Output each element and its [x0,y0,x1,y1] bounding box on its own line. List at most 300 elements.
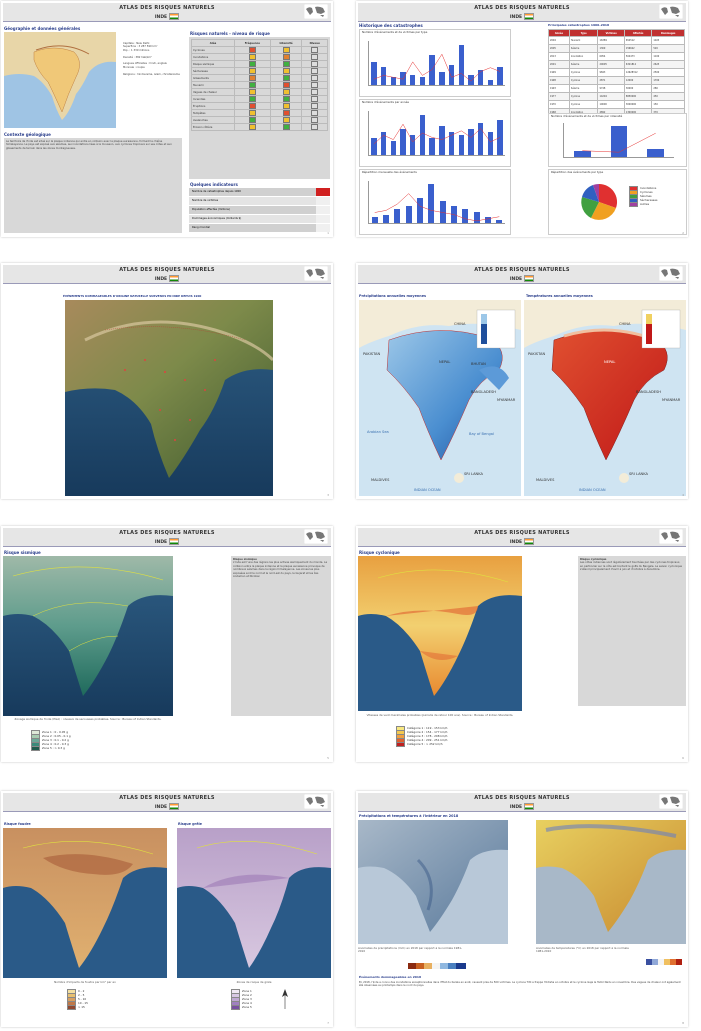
legend-label: Catégorie 4 : 209 - 251 km/h [407,738,448,742]
country-name: INDE [154,805,168,810]
north-arrow-icon [281,989,289,1009]
table-cell: Séisme [569,85,598,93]
rainfall-map [359,300,521,496]
hazard-level-swatch [249,124,256,130]
lightning-map [3,828,167,978]
hail-legend [231,989,252,1009]
label-maldives: MALDIVES [536,478,555,482]
temp-anomaly-caption: Anomalies de températures (°C) en 2018 par rapport à la normale 1981-2010 [536,947,629,954]
legend-entry [231,1005,252,1009]
table-cell: 280 [652,85,685,93]
hazard-level-swatch [283,61,290,67]
chart-events-by-type [359,29,511,97]
hazard-name: Glissements [192,75,235,82]
table-cell: 2500 [652,69,685,77]
table-cell: 2005 [549,45,570,53]
table-cell: Cyclone [569,93,598,101]
chart-events-by-year [359,99,511,167]
table-row [549,45,685,53]
indicator-value-cell [316,188,330,196]
hazard-level-swatch [311,47,318,53]
indicator-value-cell [316,197,330,205]
country-name: INDE [509,277,523,282]
anomalies-title: Précipitations et températures à l'intérieur en 2018 [359,814,459,818]
events-satellite-map [65,300,273,496]
table-cell: 6321812 [624,61,652,69]
header-country [358,803,686,810]
disaster-col-header: Dommages [652,30,685,37]
legend-label: Autres [640,202,650,206]
seismic-text-body: L'Inde est l'une des régions les plus actives sismiquement du monde. La collision entre la plaque indienne et la plaque eurasienne provoque de nombreux séismes dans la région himalayenne. Les zones les plus exposées sont le nord et le nord-est du pays, le Gujarat et les îles Andaman et Nicobar. [233,561,328,579]
hazard-row [192,54,328,61]
table-cell: 9748 [598,85,624,93]
table-cell: 1977 [549,93,570,101]
indicator-label: Population affectée (millions) [192,208,230,211]
hazard-cell [270,117,302,124]
hazard-row [192,68,328,75]
chart-bars [368,111,505,156]
table-cell: 1999 [549,69,570,77]
legend-label: Séismes [640,194,652,198]
legend-label: Zone 4 : 0.2 - 0.3 g [42,742,69,746]
hazard-level-swatch [249,68,256,74]
hazard-level-swatch [283,54,290,60]
header-country [358,13,686,20]
header-title: ATLAS DES RISQUES NATURELS [474,5,570,11]
india-flag-icon [169,538,179,545]
table-cell: 30000 [624,85,652,93]
hazard-cell [302,54,328,61]
legend-swatch [629,202,638,207]
country-name: INDE [509,805,523,810]
fact-currency: Monnaie : roupie [123,65,145,69]
hazard-name: Tsunami [192,82,235,89]
legend-swatch [67,1005,76,1010]
hazard-level-swatch [283,110,290,116]
legend-label: 0 - 2 [78,989,85,993]
country-name: INDE [509,15,523,20]
legend-label: Zone 3 [242,997,252,1001]
hazard-level-swatch [283,103,290,109]
legend-label: Catégorie 2 : 154 - 177 km/h [407,730,448,734]
chart-title: Nombre d'événements et de victimes par type [362,30,428,34]
temp-anomaly-scale [646,959,682,965]
indicator-row [189,206,330,214]
hazard-level-swatch [283,96,290,102]
hazard-cell [235,96,271,103]
hazard-row [192,117,328,124]
chart-line [369,41,505,85]
table-cell: 520 [652,45,685,53]
cyclone-map [358,556,522,711]
label-bangladesh: BANGLADESH [471,390,496,394]
page-7 [1,791,333,1027]
seismic-text [233,558,329,714]
header-country [358,538,686,545]
events-2018-title: Événements dommageables en 2018 [359,975,422,979]
legend-label: Zone 2 [242,993,252,997]
indicator-value-cell [316,206,330,214]
label-maldives: MALDIVES [371,478,390,482]
hazard-cell [235,103,271,110]
header-title: ATLAS DES RISQUES NATURELS [119,5,215,11]
section-history: Historique des catastrophes [359,23,423,28]
table-cell: 1998 [549,77,570,85]
rainfall-title: Précipitations annuelles moyennes [359,294,427,298]
temperature-map [524,300,686,496]
seismic-caption: Zonage sismique de l'Inde (PGA) : niveaux de secousses probables. Source : Bureau of Indian Standards. [14,718,162,721]
table-cell: 1700 [652,77,685,85]
hazard-cell [270,54,302,61]
hazard-level-swatch [283,68,290,74]
header-country [3,538,331,545]
table-cell: Tsunami [569,37,598,45]
page-header [358,793,686,812]
label-china: CHINA [454,322,466,326]
hazard-level-swatch [311,82,318,88]
indicator-row [189,215,330,223]
legend-label: Catégorie 5 : > 252 km/h [407,742,443,746]
label-china: CHINA [619,322,631,326]
header-title: ATLAS DES RISQUES NATURELS [474,267,570,273]
temp-anomaly-map [536,820,686,944]
hazard-cell [270,61,302,68]
legend-label: Cyclones [640,190,653,194]
table-row [549,37,685,45]
hazard-cell [235,110,271,117]
india-flag-icon [169,13,179,20]
hazard-cell [235,75,271,82]
hazard-cell [270,47,302,54]
section-geography: Géographie et données générales [4,26,81,31]
hazard-cell [235,61,271,68]
hazard-level-swatch [283,75,290,81]
hazard-name: Cyclones [192,47,235,54]
page-header [358,528,686,547]
seismic-text-heading: Risque sismique [233,558,257,561]
label-bangladesh: BANGLADESH [636,390,661,394]
hazard-cell [235,82,271,89]
header-title: ATLAS DES RISQUES NATURELS [474,795,570,801]
seismic-legend [31,730,71,750]
page-5 [1,526,333,762]
table-row [549,53,685,61]
hazard-row [192,89,328,96]
legend-label: 5 - 10 [78,997,87,1001]
table-cell: 2013 [549,53,570,61]
legend-label: Zone 1 [242,989,252,993]
table-cell: Cyclone [569,101,598,109]
hazard-cell [235,124,271,131]
label-pakistan: PAKISTAN [528,352,546,356]
fact-religions: Religions : hindouisme, islam, christianisme [123,72,180,76]
hazard-name: Tempêtes [192,110,235,117]
legend-label: Zone 1 : 0 - 0.05 g [42,730,68,734]
cyclone-title: Risque cyclonique [359,550,400,555]
hazard-level-swatch [283,117,290,123]
hazard-row [192,96,328,103]
indicator-row [189,197,330,205]
hazard-cell [270,82,302,89]
country-name: INDE [154,15,168,20]
page-2 [356,1,688,237]
hazard-level-swatch [249,54,256,60]
legend-entry [629,202,657,206]
page-title: ÉVÉNEMENTS DOMMAGEABLES D'ORIGINE NATURELLE SURVENUS EN INDE DEPUIS 1900 [63,294,202,298]
hazard-cell [302,96,328,103]
lightning-title: Risque foudre [4,822,31,826]
hazard-cell [302,68,328,75]
hazard-cell [270,110,302,117]
fact-population: Pop. : 1 339 millions [123,48,150,52]
hazard-row [192,61,328,68]
legend-label: Zone 2 : 0.05 - 0.1 g [42,734,71,738]
legend-label: Catégorie 1 : 119 - 153 km/h [407,726,448,730]
chart-title: Répartition des événements par type [551,170,604,174]
section-major-disasters: Principales catastrophes 1900–2018 [548,23,610,27]
temperature-title: Températures annuelles moyennes [526,294,593,298]
fact-area: Superficie : 3 287 590 km² [123,45,158,49]
table-cell: 654512 [624,37,652,45]
lightning-caption: Nombre d'impacts de foudre par km² par an [54,981,116,984]
header-title: ATLAS DES RISQUES NATURELS [119,267,215,273]
table-cell: 150 [652,101,685,109]
rain-anomaly-scale [408,963,466,969]
hazard-level-swatch [249,47,256,53]
hazard-level-swatch [311,103,318,109]
hazard-row [192,75,328,82]
events-2018-text: En 2018, l'Inde a connu des inondations exceptionnelles dans l'État du Kerala en août, causant près de 500 victimes. Le cyclone Titli a frappé l'Odisha en octobre et le cyclone Gaja le Tamil Nadu en novembre. Des vagues de chaleur ont également été observées au printemps dans le nord du pays. [359,981,681,988]
hazard-cell [235,117,271,124]
page-number: 6 [682,756,684,760]
page-header [3,3,331,22]
india-flag-icon [524,803,534,810]
hazard-col-frequency: Fréquence [235,40,271,47]
indicator-row [189,188,330,196]
hazard-level-swatch [249,75,256,81]
hazard-col-type: Aléa [192,40,235,47]
world-map-icon [304,529,328,544]
legend-swatch [231,1005,240,1010]
table-cell: 8850000 [624,93,652,101]
legend-label: Zone 3 : 0.1 - 0.2 g [42,738,69,742]
cyclone-caption: Vitesses de vent maximales probables (période de retour 100 ans). Source : Bureau of Indian Standards. [366,714,514,717]
hazard-level-swatch [283,82,290,88]
table-cell: 9843 [598,69,624,77]
hazard-cell [270,103,302,110]
legend-label: Zone 4 [242,1001,252,1005]
chart-line [564,123,674,157]
legend-entry [396,742,447,746]
hazard-name: Incendies [192,96,235,103]
hazard-name: Avalanches [192,117,235,124]
header-title: ATLAS DES RISQUES NATURELS [119,795,215,801]
table-cell: 3000000 [624,101,652,109]
table-cell: 1100 [652,53,685,61]
table-cell: 1309 [598,45,624,53]
country-name: INDE [509,540,523,545]
page-header [358,265,686,284]
lightning-legend [67,989,88,1009]
country-name: INDE [154,277,168,282]
chart-line [369,111,505,155]
legend-label: 2 - 5 [78,993,85,997]
chart-bars [368,41,505,86]
chart-bars [563,123,674,158]
facts-list [123,42,183,76]
hazard-cell [302,124,328,131]
table-cell: 450 [652,93,685,101]
label-myanmar: MYANMAR [497,398,516,402]
pie-chart [579,182,619,222]
chart-events-by-month [359,169,511,235]
hazard-cell [270,68,302,75]
cyclone-text-body: Les côtes indiennes sont régulièrement touchées par des cyclones tropicaux, en particulier sur la côte est bordant le golfe du Bengale. La saison cyclonique s'étend principalement d'avril à juin et d'octobre à décembre. [580,561,682,572]
hazard-cell [235,47,271,54]
legend-swatch [31,746,40,751]
page-6 [356,526,688,762]
table-cell: Cyclone [569,77,598,85]
page-header [3,528,331,547]
section-indicators: Quelques indicateurs [190,182,238,187]
hazard-row [192,110,328,117]
hazard-cell [302,103,328,110]
table-cell: 2871 [598,77,624,85]
hazard-level-swatch [311,75,318,81]
legend-entry [67,1005,88,1009]
hazard-name: Vagues de chaleur [192,89,235,96]
hazard-level-swatch [249,61,256,67]
hazard-level-swatch [249,96,256,102]
chart-pie-by-type [548,169,687,235]
world-map-icon [304,794,328,809]
hazard-level-swatch [311,110,318,116]
page-header [3,793,331,812]
world-map-icon [659,4,683,19]
hazard-col-intensity: Intensité [270,40,302,47]
legend-entry [31,746,71,750]
india-flag-icon [524,13,534,20]
pie-legend [629,186,657,206]
label-indian-ocean: INDIAN OCEAN [579,488,606,492]
major-disasters-table [548,29,685,117]
table-cell: 20005 [598,61,624,69]
header-country [3,275,331,282]
page-number: 1 [327,231,329,235]
fact-capital: Capitale : New Delhi [123,42,150,45]
header-title: ATLAS DES RISQUES NATURELS [474,530,570,536]
chart-events-by-intensity [548,113,687,167]
world-map-icon [304,4,328,19]
indicator-label: Rang mondial [192,226,210,229]
hazard-level-swatch [311,124,318,130]
label-indian-ocean: INDIAN OCEAN [414,488,441,492]
label-bay-of-bengal: Bay of Bengal [469,432,494,436]
hazard-cell [302,89,328,96]
country-name: INDE [154,540,168,545]
rain-anomaly-caption: Anomalies de précipitations (mm) en 2018 par rapport à la normale 1981-2010 [358,947,463,954]
cyclone-text [580,558,684,704]
legend-label: Zone 5 [242,1005,252,1009]
label-sri-lanka: SRI LANKA [629,472,648,476]
page-number: 4 [682,493,684,497]
table-cell: 12628312 [624,69,652,77]
hazard-row [192,103,328,110]
table-row [549,85,685,93]
fact-languages: Langues officielles : hindi, anglais [123,62,167,66]
world-map-icon [304,266,328,281]
hazard-name: Érosion côtière [192,124,235,131]
hazard-cell [270,75,302,82]
india-flag-icon [169,275,179,282]
table-row [549,77,685,85]
hazard-name: Éruptions [192,103,235,110]
table-cell: 12000 [624,77,652,85]
table-cell: Inondation [569,53,598,61]
page-1 [1,1,333,237]
table-cell: 504473 [624,53,652,61]
chart-title: Répartition mensuelle des événements [362,170,417,174]
indicator-row [189,224,330,232]
legend-label: Inondations [640,186,657,190]
hail-map [177,828,331,978]
table-cell: 1993 [549,85,570,93]
hazard-level-swatch [311,61,318,67]
hail-title: Risque grêle [178,822,202,826]
hazard-name: Risque sismique [192,61,235,68]
label-sri-lanka: SRI LANKA [464,472,483,476]
page-header [358,3,686,22]
world-map-icon [659,794,683,809]
hazard-cell [302,110,328,117]
table-cell: 6054 [598,53,624,61]
label-nepal: NEPAL [439,360,451,364]
hazard-level-swatch [249,82,256,88]
page-4 [356,263,688,499]
label-arabian-sea: Arabian Sea [367,430,389,434]
india-flag-icon [169,803,179,810]
hazard-cell [302,61,328,68]
hazard-level-swatch [249,117,256,123]
hazard-row [192,124,328,131]
hazard-cell [302,75,328,82]
label-myanmar: MYANMAR [662,398,681,402]
label-bhutan: BHUTAN [471,362,486,366]
hazard-col-level: Niveau [302,40,328,47]
world-map-icon [659,529,683,544]
hazard-cell [302,47,328,54]
page-number: 5 [327,756,329,760]
legend-label: Catégorie 3 : 178 - 208 km/h [407,734,448,738]
disaster-col-header: Victimes [598,30,624,37]
hazard-level-swatch [249,110,256,116]
hazard-level-swatch [283,89,290,95]
context-text: Le territoire de l'Inde est situé sur la plaque indienne qui entre en collision avec la plaque eurasienne, formant la chaîne himalayenne. Le pays est exposé aux séismes, aux inondations liées à la mousson, aux cyclones tropicaux sur ses côtes et aux glissements de terrain dans les zones montagneuses. [4,138,182,233]
legend-label: Sécheresses [640,198,658,202]
indicator-label: Nombre de catastrophes depuis 1900 [192,190,241,193]
india-flag-icon [524,275,534,282]
chart-bars [368,181,505,224]
hazard-cell [270,89,302,96]
header-country [3,803,331,810]
table-cell: 1970 [549,101,570,109]
table-cell: 2623 [652,61,685,69]
hazard-level-swatch [311,68,318,74]
world-map-icon [659,266,683,281]
hazard-level-swatch [249,89,256,95]
table-row [549,101,685,109]
label-pakistan: PAKISTAN [363,352,381,356]
